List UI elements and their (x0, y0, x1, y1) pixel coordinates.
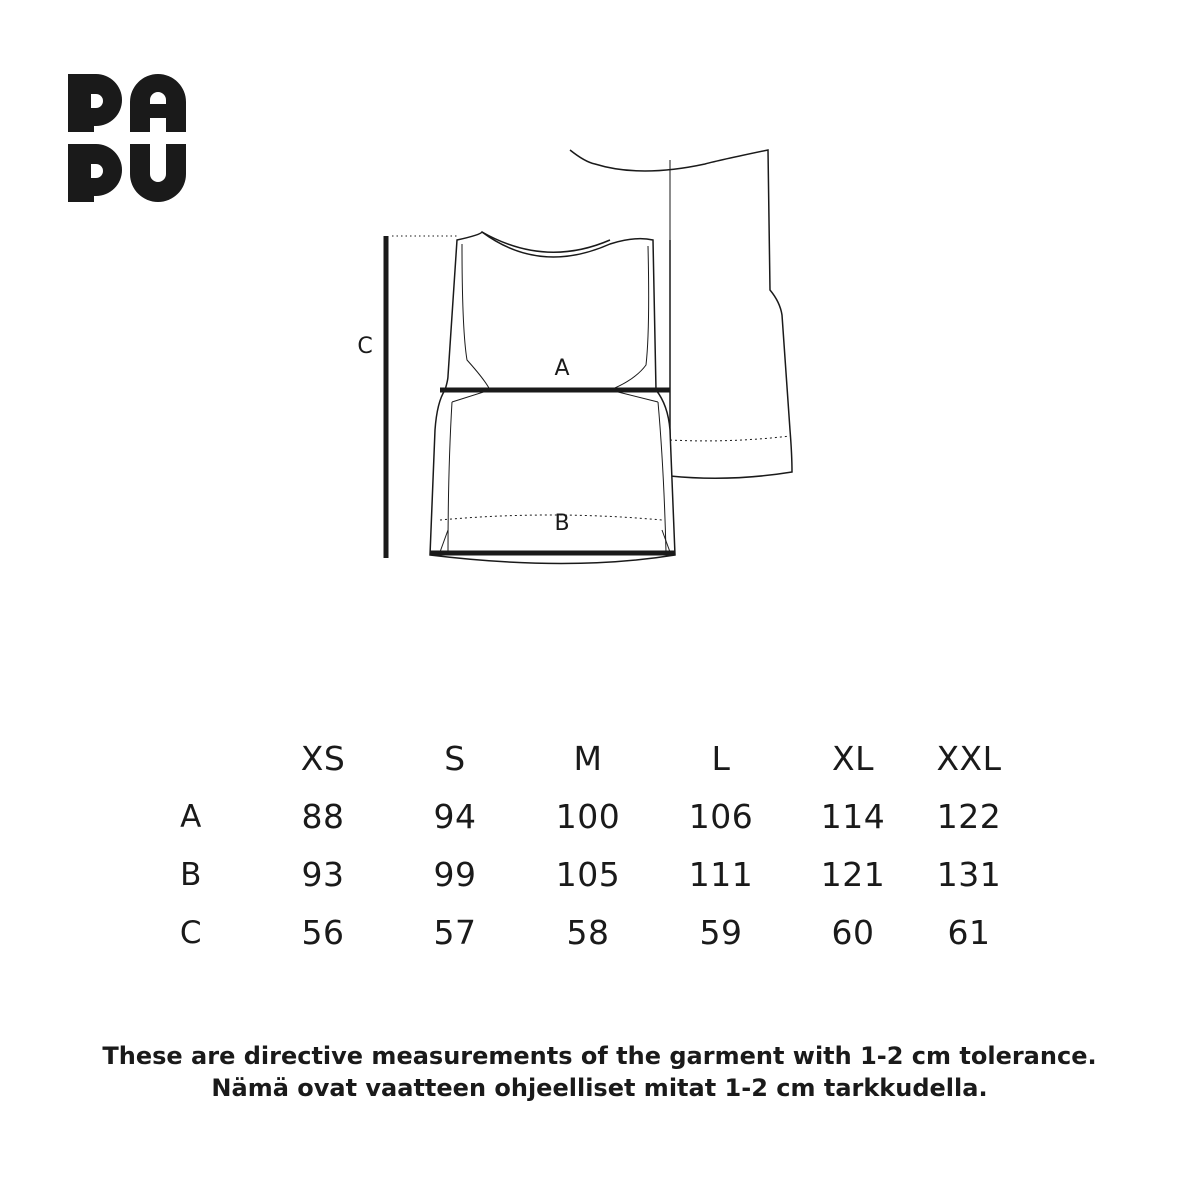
table-cell: 100 (555, 797, 621, 836)
row-label-a: A (180, 799, 202, 835)
table-cell: 111 (688, 855, 754, 894)
note-line-english: These are directive measurements of the garment with 1-2 cm tolerance. (102, 1042, 1097, 1070)
table-cell: 122 (936, 797, 1002, 836)
marker-b: B (554, 511, 570, 536)
row-label-b: B (180, 857, 202, 893)
table-cell: 58 (566, 913, 610, 952)
table-cell: 99 (433, 855, 477, 894)
table-cell: 105 (555, 855, 621, 894)
col-header-xl: XL (832, 739, 874, 778)
marker-a: A (554, 356, 570, 381)
tolerance-note (0, 1040, 1199, 1104)
table-cell: 60 (831, 913, 875, 952)
logo-letter-u (130, 144, 186, 202)
back-hem-stitch (670, 436, 790, 441)
col-header-xxl: XXL (936, 739, 1002, 778)
table-cell: 57 (433, 913, 477, 952)
row-label-c: C (179, 915, 203, 951)
table-cell: 106 (688, 797, 754, 836)
col-header-l: L (711, 739, 731, 778)
col-header-xs: XS (300, 739, 346, 778)
logo-letter-p-bottom (68, 144, 122, 202)
table-row-c (0, 904, 1199, 962)
logo-letter-p-top (68, 74, 122, 132)
table-cell: 94 (433, 797, 477, 836)
table-row-b (0, 846, 1199, 904)
papu-logo (66, 72, 188, 204)
col-header-m: M (573, 739, 603, 778)
logo-letter-a (130, 74, 186, 132)
marker-c: C (357, 334, 373, 359)
col-header-s: S (444, 739, 466, 778)
table-cell: 93 (301, 855, 345, 894)
table-header-row (0, 730, 1199, 788)
note-line-finnish: Nämä ovat vaatteen ohjeelliset mitat 1-2 cm tarkkudella. (211, 1074, 988, 1102)
table-cell: 56 (301, 913, 345, 952)
size-table (0, 730, 1199, 962)
table-cell: 131 (936, 855, 1002, 894)
table-cell: 59 (699, 913, 743, 952)
garment-diagram (340, 140, 820, 580)
table-cell: 121 (820, 855, 886, 894)
table-cell: 114 (820, 797, 886, 836)
table-cell: 88 (301, 797, 345, 836)
table-cell: 61 (947, 913, 991, 952)
table-row-a (0, 788, 1199, 846)
